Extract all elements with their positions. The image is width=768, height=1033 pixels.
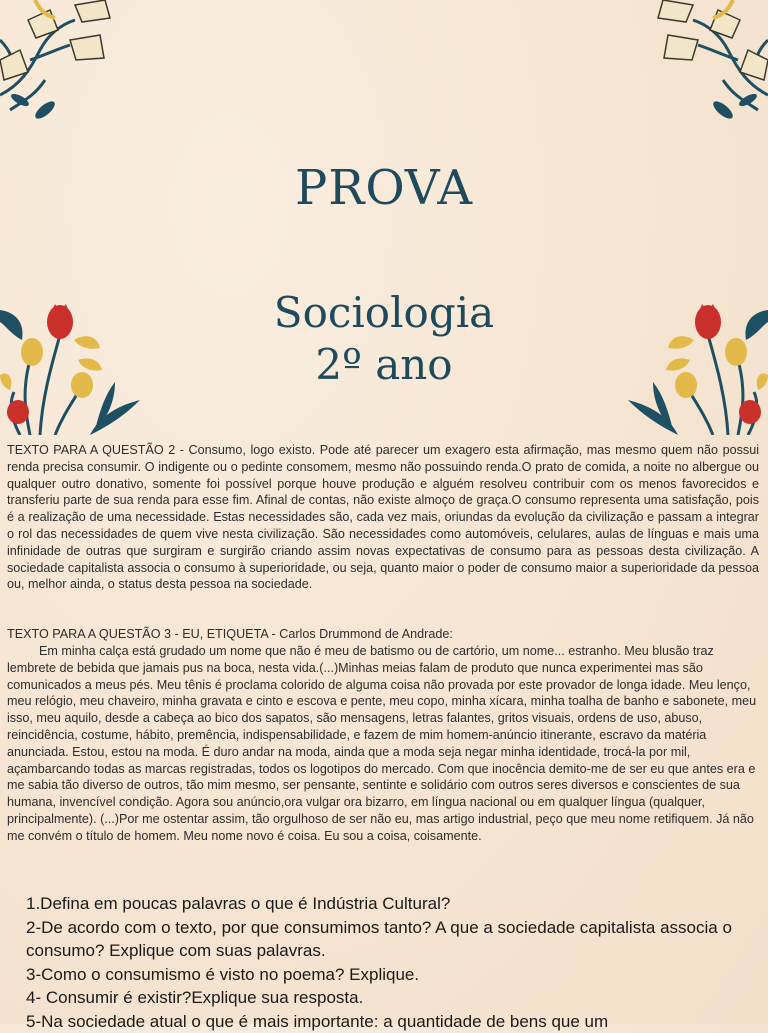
question-item: 2-De acordo com o texto, por que consumimos tanto? A que a sociedade capitalista associa o consumo? Explique com suas palavras.	[26, 916, 746, 963]
question-item: 3-Como o consumismo é visto no poema? Explique.	[26, 963, 746, 987]
text-question-3-heading: TEXTO PARA A QUESTÃO 3 - EU, ETIQUETA - Carlos Drummond de Andrade:	[7, 626, 759, 643]
question-item: 5-Na sociedade atual o que é mais importante: a quantidade de bens que um	[26, 1010, 746, 1033]
question-item: 4- Consumir é existir?Explique sua resposta.	[26, 986, 746, 1010]
text-question-2-heading: TEXTO PARA A QUESTÃO 2 -	[7, 443, 189, 457]
page-title: PROVA	[0, 160, 768, 216]
text-question-3-body	[7, 643, 759, 845]
poem-text: Em minha calça está grudado um nome que não é meu de batismo ou de cartório, um nome... estranho. Meu blusão traz lembrete de bebida que jamais pus na boca, nesta vida.(...)Minhas meias falam de produto que nunca experimentei mas são comunicados a meus pés. Meu tênis é proclama colorido de alguma coisa não provada por este provador de longa idade. Meu lenço, meu relógio, meu chaveiro, minha gravata e cinto e escova e pente, meu copo, minha xícara, minha toalha de banho e sabonete, meu isso, meu aquilo, desde a cabeça ao bico dos sapatos, são mensagens, letras falantes, gritos visuais, ordens de uso, abuso, reincidência, costume, hábito, premência, indispensabilidade, e fazem de mim homem-anúncio itinerante, escravo da matéria anunciada. Estou, estou na moda. É duro andar na moda, ainda que a moda seja negar minha identidade, trocá-la por mil, açambarcando todas as marcas registradas, todos os logotipos do mercado. Com que inocência demito-me de ser eu que antes era e me sabia tão diverso de outros, tão mim mesmo, ser pensante, sentinte e solidário com outros seres diversos e conscientes de sua humana, invencível condição. Agora sou anúncio,ora vulgar ora bizarro, em língua nacional ou em qualquer língua (qualquer, principalmente). (...)Por me ostentar assim, tão orgulhoso de ser não eu, mas artigo industrial, peço que meu nome retifiquem. Já não me convém o título de homem. Meu nome novo é coisa. Eu sou a coisa, coisamente.	[7, 644, 756, 843]
text-question-2	[7, 442, 759, 593]
questions-list	[26, 892, 746, 1033]
subject-title: Sociologia	[0, 288, 768, 337]
floral-corner-top-right-icon	[653, 0, 768, 120]
grade-title: 2º ano	[0, 340, 768, 389]
text-question-2-body: Consumo, logo existo. Pode até parecer um exagero esta afirmação, mas mesmo quem não possui renda precisa consumir. O indigente ou o pedinte consomem, mesmo não possuindo renda.O prato de comida, a noite no albergue ou qualquer outro donativo, somente foi possível porque houve produção e alguém resolveu contribuir com os menos favorecidos e transferiu parte de sua renda para esse fim. Afinal de contas, não existe almoço de graça.O consumo representa uma satisfação, pois é a realização de uma necessidade. Estas necessidades são, cada vez mais, oriundas da evolução da civilização e passam a integrar o rol das necessidades de quem vive nesta civilização. São necessidades como automóveis, celulares, aulas de línguas e mais uma infinidade de outras que surgiram e surgirão criando assim novas expectativas de consumo para as pessoas desta civilização. A sociedade capitalista associa o consumo à superioridade, ou seja, quanto maior o poder de consumo maior a superioridade da pessoa ou, melhor ainda, o status desta pessoa na sociedade.	[7, 443, 759, 591]
question-item: 1.Defina em poucas palavras o que é Indústria Cultural?	[26, 892, 746, 916]
floral-corner-top-left-icon	[0, 0, 115, 120]
